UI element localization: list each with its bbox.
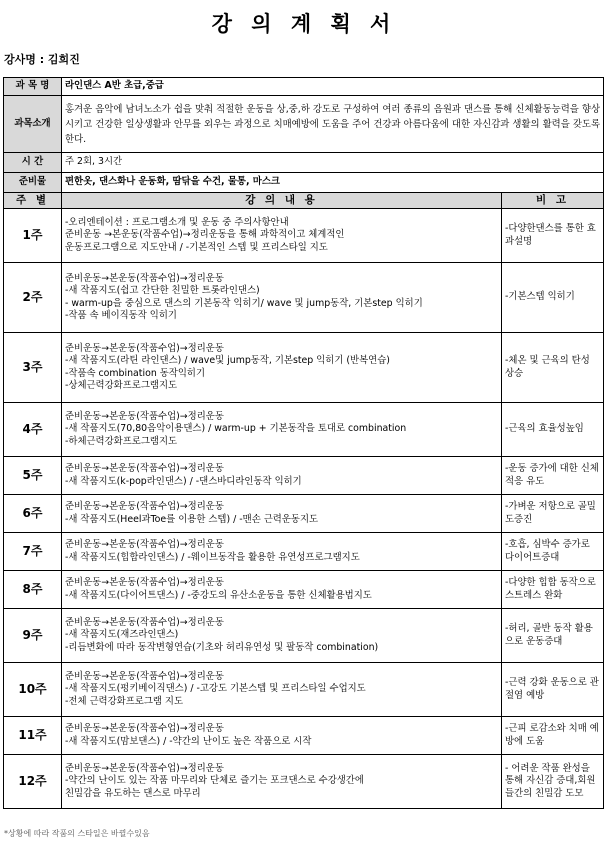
table-row (4, 333, 604, 403)
supplies-row (4, 173, 604, 193)
content-line: -새 작품지도(힙합라인댄스) / -웨이브동작을 활용한 유연성프로그램지도 (65, 551, 360, 563)
week-note: -호흡, 심박수 증가로 다이어트증대 (502, 533, 604, 571)
content-line: 준비운동 →본운동(작품수업)→정리운동을 통해 과학적이고 체계적인 (65, 229, 345, 241)
content-line: 운동프로그램으로 지도안내 / -기본적인 스텝 및 프리스타일 지도 (65, 241, 328, 253)
supplies-label: 준비물 (4, 173, 62, 193)
time-value: 주 2회, 3시간 (62, 153, 604, 173)
content-line: 친밀감을 유도하는 댄스로 마무리 (65, 787, 201, 799)
week-content (62, 209, 502, 263)
content-column-header: 강 의 내 용 (62, 193, 502, 209)
week-content (62, 333, 502, 403)
summary-row (4, 96, 604, 153)
content-line: 준비운동→본운동(작품수업)→정리운동 (65, 539, 224, 550)
week-note: -체온 및 근육의 탄성 상승 (502, 333, 604, 403)
week-content (62, 403, 502, 457)
table-row (4, 717, 604, 755)
time-row (4, 153, 604, 173)
week-content (62, 663, 502, 717)
content-line: -새 작품지도(펑키베이직댄스) / -고강도 기본스텝 및 프리스타일 수업지도 (65, 683, 366, 695)
week-note: -근육의 효율성높임 (502, 403, 604, 457)
week-label: 2주 (4, 263, 62, 333)
content-line: 준비운동→본운동(작품수업)→정리운동 (65, 463, 224, 474)
content-line: -작품속 combination 동작익히기 (65, 367, 206, 379)
week-note: -운동 증가에 대한 신체 적응 유도 (502, 457, 604, 495)
week-note: -근력 강화 운동으로 관절염 예방 (502, 663, 604, 717)
table-row (4, 663, 604, 717)
content-line: 준비운동→본운동(작품수업)→정리운동 (65, 410, 224, 422)
week-label: 8주 (4, 571, 62, 609)
table-row (4, 263, 604, 333)
week-note: -기본스텝 익히기 (502, 263, 604, 333)
week-label: 9주 (4, 609, 62, 663)
table-row (4, 571, 604, 609)
table-row (4, 457, 604, 495)
week-label: 6주 (4, 495, 62, 533)
table-row (4, 609, 604, 663)
table-row (4, 533, 604, 571)
course-row (4, 78, 604, 96)
supplies-value: 편한옷, 댄스화나 운동화, 땀닦을 수건, 물통, 마스크 (62, 173, 604, 193)
week-content (62, 571, 502, 609)
week-label: 4주 (4, 403, 62, 457)
content-line: -새 작품지도(k-pop라인댄스) / -댄스바디라인동작 익히기 (65, 475, 302, 487)
content-line: -새 작품지도(Heel과Toe를 이용한 스텝) / -맨손 근력운동지도 (65, 513, 319, 525)
week-content (62, 717, 502, 755)
week-content (62, 263, 502, 333)
content-line: -전체 근력강화프로그램 지도 (65, 695, 184, 707)
week-column-header: 주 별 (4, 193, 62, 209)
week-note: -허리, 골반 동작 활용으로 운동증대 (502, 609, 604, 663)
content-line: - warm-up을 중심으로 댄스의 기본동작 익히기/ wave 및 jump동작, 기본step 익히기 (65, 297, 423, 309)
content-line: -하체근력강화프로그램지도 (65, 435, 178, 447)
content-line: 준비운동→본운동(작품수업)→정리운동 (65, 272, 224, 284)
course-label: 과 목 명 (4, 78, 62, 96)
time-label: 시 간 (4, 153, 62, 173)
content-line: 준비운동→본운동(작품수업)→정리운동 (65, 501, 224, 512)
content-line: -새 작품지도(쉽고 간단한 친밀한 트롯라인댄스) (65, 285, 260, 296)
summary-label: 과목소개 (4, 96, 62, 153)
content-line: -새 작품지도(맘보댄스) / -약간의 난이도 높은 작품으로 시작 (65, 735, 312, 747)
content-line: 준비운동→본운동(작품수업)→정리운동 (65, 723, 224, 734)
content-line: -작품 속 베이직동작 익히기 (65, 310, 177, 321)
page-title: 강 의 계 획 서 (211, 12, 397, 36)
footnote: *상황에 따라 작품의 스타일은 바뀔수있음 (4, 829, 150, 838)
content-line: -약간의 난이도 있는 작품 마무리와 단체로 즐기는 포크댄스로 수강생간에 (65, 775, 364, 787)
table-row (4, 495, 604, 533)
week-label: 10주 (4, 663, 62, 717)
content-line: 준비운동→본운동(작품수업)→정리운동 (65, 670, 224, 682)
week-content (62, 609, 502, 663)
table-header-row (4, 193, 604, 209)
content-line: -상체근력강화프로그램지도 (65, 380, 178, 391)
content-line: -새 작품지도(재즈라인댄스) (65, 629, 179, 641)
week-note: -다양한댄스를 통한 효과설명 (502, 209, 604, 263)
lecture-plan-table (3, 77, 604, 809)
content-line: -새 작품지도(다이어트댄스) / -중강도의 유산소운동을 통한 신체활용법지도 (65, 589, 372, 601)
week-content (62, 495, 502, 533)
week-label: 12주 (4, 755, 62, 809)
content-line: 준비운동→본운동(작품수업)→정리운동 (65, 762, 224, 774)
week-label: 5주 (4, 457, 62, 495)
week-content (62, 533, 502, 571)
table-row (4, 209, 604, 263)
week-label: 11주 (4, 717, 62, 755)
week-content (62, 457, 502, 495)
week-note: -근피 로감소와 치매 예방에 도움 (502, 717, 604, 755)
content-line: -오리엔테이션 : 프로그램소개 및 운동 중 주의사항안내 (65, 216, 289, 228)
instructor-name: 강사명 : 김희진 (4, 53, 80, 66)
week-note: -다양한 힙합 동작으로 스트레스 완화 (502, 571, 604, 609)
content-line: -새 작품지도(70,80음악이용댄스) / warm-up + 기본동작을 토대로 combination (65, 423, 407, 435)
course-value: 라인댄스 A반 초급,중급 (62, 78, 604, 96)
week-note: -가벼운 저항으로 골밀도증진 (502, 495, 604, 533)
content-line: -새 작품지도(라틴 라인댄스) / wave및 jump동작, 기본step 익히기 (반복연습) (65, 355, 390, 366)
summary-text: 홍겨운 음악에 남녀노소가 쉽을 맞춰 적절한 운동을 상,중,하 강도로 구성하여 여러 종류의 음원과 댄스를 통해 신체활동능력을 향상시키고 건강한 일상생활과 안무를 외우는 과정으로 치매예방에 도움을 주어 건강과 아름다움에 대한 자신감과 생활의 활력을 갖도록 한다. (62, 96, 604, 153)
week-label: 7주 (4, 533, 62, 571)
content-line: 준비운동→본운동(작품수업)→정리운동 (65, 342, 224, 354)
week-label: 1주 (4, 209, 62, 263)
content-line: 준비운동→본운동(작품수업)→정리운동 (65, 616, 224, 628)
week-note: - 어려운 작품 완성을 통해 자신감 증대,회원들간의 친밀감 도모 (502, 755, 604, 809)
table-row (4, 755, 604, 809)
table-row (4, 403, 604, 457)
week-content (62, 755, 502, 809)
note-column-header: 비 고 (502, 193, 604, 209)
content-line: 준비운동→본운동(작품수업)→정리운동 (65, 577, 224, 588)
content-line: -리듬변화에 따라 동작변형연습(기초와 허리유연성 및 팔동작 combination) (65, 641, 379, 653)
week-label: 3주 (4, 333, 62, 403)
